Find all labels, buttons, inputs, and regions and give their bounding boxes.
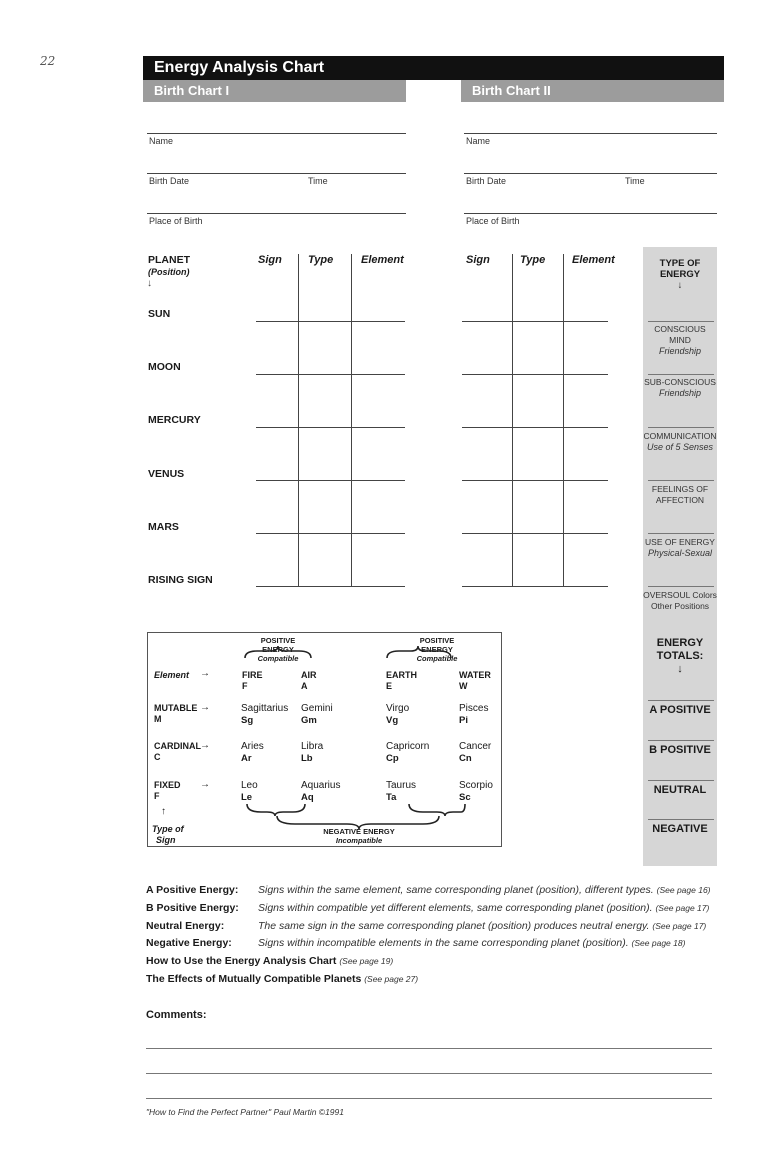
mutable-label: MUTABLE bbox=[154, 703, 198, 713]
top-bracket-right bbox=[387, 646, 451, 658]
element-code: F bbox=[242, 681, 248, 691]
howto-label: How to Use the Energy Analysis Chart bbox=[146, 955, 337, 968]
planet-down-arrow-icon: ↓ bbox=[147, 278, 152, 289]
sign-abbr: Lb bbox=[301, 753, 313, 764]
element-code: A bbox=[301, 681, 308, 691]
grid-vline bbox=[351, 254, 352, 587]
grid-vline bbox=[298, 254, 299, 587]
row-line[interactable] bbox=[256, 321, 405, 322]
name-label-1: Name bbox=[149, 136, 174, 146]
sign-header-2: Sign bbox=[466, 254, 490, 266]
type-header-2: Type bbox=[520, 254, 546, 266]
page-reference: (See page 17) bbox=[652, 920, 707, 931]
sign-abbr: Ta bbox=[386, 792, 397, 803]
element-name: AIR bbox=[301, 670, 317, 680]
sidebar-divider bbox=[648, 780, 714, 781]
definition-label: Neutral Energy: bbox=[146, 919, 225, 932]
type-of-sign-label bbox=[152, 824, 184, 846]
planet-sun: SUN bbox=[148, 308, 171, 320]
bottom-bracket-left bbox=[247, 804, 305, 816]
type-of-sign-line1: Type of bbox=[152, 824, 184, 834]
energy-sublabel: Use of 5 Senses bbox=[646, 442, 714, 452]
row-line[interactable] bbox=[462, 533, 608, 534]
birth-date-line-1[interactable] bbox=[147, 173, 406, 174]
type-of-sign-line2: Sign bbox=[156, 835, 176, 845]
element-air bbox=[301, 670, 317, 692]
sign-abbr: Cn bbox=[459, 753, 472, 764]
element-water bbox=[459, 670, 491, 692]
energy-label: COMMUNICATION bbox=[643, 431, 717, 441]
energy-oversoul bbox=[643, 590, 717, 612]
definition-neutral bbox=[146, 918, 746, 936]
element-earth bbox=[386, 670, 417, 692]
element-row-label: Element bbox=[154, 670, 190, 680]
incompatible-label: Incompatible bbox=[335, 836, 383, 845]
type-of-energy-header bbox=[643, 258, 717, 291]
planet-header: PLANET bbox=[148, 254, 190, 266]
definition-a-positive bbox=[146, 882, 746, 900]
effects-label: The Effects of Mutually Compatible Planets bbox=[146, 972, 362, 985]
planet-rising-sign: RISING SIGN bbox=[148, 574, 213, 586]
page-number: 22 bbox=[40, 54, 56, 68]
comments-label: Comments: bbox=[146, 1009, 207, 1021]
sign-abbr: Ar bbox=[241, 753, 252, 764]
row-line[interactable] bbox=[462, 480, 608, 481]
grid-vline bbox=[563, 254, 564, 587]
energy-sublabel: Friendship bbox=[658, 388, 702, 398]
birth-chart-2-header: Birth Chart II bbox=[461, 80, 724, 102]
element-code: W bbox=[459, 681, 468, 691]
sidebar-divider bbox=[648, 321, 714, 322]
mutable-code: M bbox=[154, 714, 162, 724]
element-fire bbox=[242, 670, 263, 692]
name-line-2[interactable] bbox=[464, 133, 717, 134]
down-arrow-icon: ↓ bbox=[677, 280, 683, 291]
sign-header-1: Sign bbox=[258, 254, 282, 266]
type-of-energy-line2: ENERGY bbox=[659, 269, 701, 280]
definition-text: The same sign in the same corresponding planet (position) produces neutral energy. bbox=[258, 919, 650, 932]
sign-capricorn bbox=[386, 741, 429, 765]
definition-label: A Positive Energy: bbox=[146, 884, 239, 896]
sign-name: Virgo bbox=[386, 703, 410, 714]
sign-name: Aquarius bbox=[301, 780, 341, 791]
name-line-1[interactable] bbox=[147, 133, 406, 134]
row-line[interactable] bbox=[256, 374, 405, 375]
definition-text: Signs within the same element, same corresponding planet (position), different types. bbox=[258, 884, 654, 896]
comment-line[interactable] bbox=[146, 1048, 712, 1049]
howto-reference bbox=[146, 953, 746, 971]
energy-label: CONSCIOUS MIND bbox=[654, 324, 706, 345]
sign-taurus bbox=[386, 780, 416, 804]
birth-chart-1-header: Birth Chart I bbox=[143, 80, 406, 102]
definition-text: Signs within incompatible elements in the same corresponding planet (position). bbox=[258, 937, 629, 950]
fixed-code: F bbox=[154, 791, 160, 801]
sign-abbr: Cp bbox=[386, 753, 399, 764]
sign-name: Pisces bbox=[459, 703, 489, 714]
energy-conscious-mind bbox=[643, 324, 717, 357]
energy-sublabel: Other Positions bbox=[650, 601, 710, 611]
cardinal-label: CARDINAL bbox=[154, 741, 201, 751]
sign-name: Capricorn bbox=[386, 741, 430, 752]
total-b-positive: B POSITIVE bbox=[649, 744, 711, 756]
planet-mars: MARS bbox=[148, 521, 179, 533]
fixed-label: FIXED bbox=[154, 780, 181, 790]
cardinal-row-label bbox=[154, 741, 201, 763]
sign-virgo bbox=[386, 703, 409, 727]
element-code: E bbox=[386, 681, 393, 691]
row-line[interactable] bbox=[462, 586, 608, 587]
mutable-row-label bbox=[154, 703, 197, 725]
sign-leo bbox=[241, 780, 258, 804]
planet-venus: VENUS bbox=[148, 468, 185, 480]
row-line[interactable] bbox=[256, 427, 405, 428]
positive-energy-title: POSITIVE ENERGY bbox=[260, 636, 296, 654]
sign-abbr: Sc bbox=[459, 792, 471, 803]
effects-reference bbox=[146, 971, 746, 989]
page-reference: (See page 19) bbox=[339, 956, 394, 967]
element-header-2: Element bbox=[572, 254, 615, 266]
chart-title: Energy Analysis Chart bbox=[143, 56, 724, 80]
element-header-1: Element bbox=[361, 254, 404, 266]
definition-label: B Positive Energy: bbox=[146, 901, 239, 914]
sidebar-divider bbox=[648, 740, 714, 741]
place-label-2: Place of Birth bbox=[466, 216, 520, 226]
bottom-bracket-right bbox=[409, 804, 465, 816]
definition-label: Negative Energy: bbox=[146, 937, 232, 950]
sign-abbr: Vg bbox=[386, 715, 399, 726]
sign-sagittarius bbox=[241, 703, 288, 727]
element-name: EARTH bbox=[386, 670, 417, 680]
sign-name: Taurus bbox=[386, 780, 417, 791]
sign-name: Cancer bbox=[459, 741, 492, 752]
sign-abbr: Pi bbox=[459, 715, 468, 726]
negative-energy-title: NEGATIVE ENERGY bbox=[323, 827, 395, 836]
name-label-2: Name bbox=[466, 136, 491, 146]
sign-name: Gemini bbox=[301, 703, 333, 714]
negative-energy-label bbox=[318, 827, 400, 845]
sign-name: Aries bbox=[241, 741, 264, 752]
row-line[interactable] bbox=[256, 533, 405, 534]
place-line-2[interactable] bbox=[464, 213, 717, 214]
energy-sublabel: Friendship bbox=[658, 346, 702, 356]
energy-label: OVERSOUL Colors bbox=[643, 590, 717, 600]
cardinal-code: C bbox=[154, 752, 161, 762]
down-arrow-icon: ↓ bbox=[677, 663, 683, 675]
compatible-label: Compatible bbox=[416, 654, 458, 663]
total-a-positive: A POSITIVE bbox=[649, 704, 711, 716]
positive-energy-title: POSITIVE ENERGY bbox=[419, 636, 455, 654]
type-of-energy-line1: TYPE OF bbox=[659, 258, 701, 269]
sidebar-divider bbox=[648, 586, 714, 587]
energy-totals-header bbox=[643, 637, 717, 676]
energy-label: FEELINGS OF bbox=[651, 484, 709, 494]
sidebar-divider bbox=[648, 374, 714, 375]
sign-name: Scorpio bbox=[459, 780, 493, 791]
top-bracket-left bbox=[245, 646, 311, 658]
sign-pisces bbox=[459, 703, 488, 727]
sidebar-divider bbox=[648, 480, 714, 481]
sign-abbr: Le bbox=[241, 792, 253, 803]
sign-abbr: Gm bbox=[301, 715, 317, 726]
sign-scorpio bbox=[459, 780, 493, 804]
grid-vline bbox=[512, 254, 513, 587]
page-reference: (See page 27) bbox=[364, 973, 419, 984]
definition-negative bbox=[146, 935, 746, 953]
place-line-1[interactable] bbox=[147, 213, 406, 214]
energy-sublabel: AFFECTION bbox=[655, 495, 705, 505]
fixed-row-label bbox=[154, 780, 181, 802]
time-label-1: Time bbox=[308, 176, 328, 186]
time-label-2: Time bbox=[625, 176, 645, 186]
row-line[interactable] bbox=[462, 374, 608, 375]
page-reference: (See page 18) bbox=[631, 938, 686, 949]
sign-cancer bbox=[459, 741, 491, 765]
arrow-up-icon: ↑ bbox=[161, 806, 166, 817]
arrow-right-icon: → bbox=[200, 668, 210, 679]
sidebar-divider bbox=[648, 533, 714, 534]
row-line[interactable] bbox=[462, 427, 608, 428]
sign-name: Libra bbox=[301, 741, 324, 752]
total-negative: NEGATIVE bbox=[652, 823, 708, 835]
sidebar-divider bbox=[648, 819, 714, 820]
page-reference: (See page 17) bbox=[655, 902, 710, 913]
sign-aries bbox=[241, 741, 264, 765]
footer-credit: "How to Find the Perfect Partner" Paul Martin ©1991 bbox=[146, 1107, 344, 1117]
compatible-label: Compatible bbox=[257, 654, 299, 663]
planet-mercury: MERCURY bbox=[148, 414, 201, 426]
arrow-right-icon: → bbox=[200, 779, 210, 790]
row-line[interactable] bbox=[462, 321, 608, 322]
type-header-1: Type bbox=[308, 254, 334, 266]
row-line[interactable] bbox=[256, 480, 405, 481]
energy-sublabel: Physical-Sexual bbox=[647, 548, 713, 558]
total-neutral: NEUTRAL bbox=[653, 784, 707, 796]
energy-totals-line2: TOTALS: bbox=[656, 650, 704, 662]
energy-sub-conscious bbox=[643, 377, 717, 399]
sidebar-divider bbox=[648, 700, 714, 701]
energy-label: SUB-CONSCIOUS bbox=[644, 377, 716, 387]
place-label-1: Place of Birth bbox=[149, 216, 203, 226]
definition-text: Signs within compatible yet different elements, same corresponding planet (position). bbox=[258, 901, 653, 914]
element-name: WATER bbox=[459, 670, 491, 680]
comment-line[interactable] bbox=[146, 1098, 712, 1099]
birth-date-label-1: Birth Date bbox=[149, 176, 190, 186]
sign-abbr: Aq bbox=[301, 792, 314, 803]
definitions-list bbox=[146, 882, 746, 989]
sidebar-divider bbox=[648, 427, 714, 428]
page-reference: (See page 16) bbox=[656, 885, 711, 895]
energy-label: USE OF ENERGY bbox=[645, 537, 715, 547]
sign-gemini bbox=[301, 703, 333, 727]
position-header: (Position) bbox=[148, 267, 190, 277]
energy-use-of-energy bbox=[643, 537, 717, 559]
energy-feelings bbox=[643, 484, 717, 506]
sign-aquarius bbox=[301, 780, 340, 804]
arrow-right-icon: → bbox=[200, 740, 210, 751]
energy-communication bbox=[643, 431, 717, 453]
arrow-right-icon: → bbox=[200, 702, 210, 713]
sign-libra bbox=[301, 741, 323, 765]
definition-b-positive bbox=[146, 900, 746, 918]
energy-totals-line1: ENERGY bbox=[656, 637, 704, 649]
sign-name: Leo bbox=[241, 780, 258, 791]
element-name: FIRE bbox=[242, 670, 263, 680]
comment-line[interactable] bbox=[146, 1073, 712, 1074]
birth-date-label-2: Birth Date bbox=[466, 176, 507, 186]
birth-date-line-2[interactable] bbox=[464, 173, 717, 174]
row-line[interactable] bbox=[256, 586, 405, 587]
planet-moon: MOON bbox=[148, 361, 181, 373]
sign-name: Sagittarius bbox=[241, 703, 289, 714]
sign-abbr: Sg bbox=[241, 715, 254, 726]
